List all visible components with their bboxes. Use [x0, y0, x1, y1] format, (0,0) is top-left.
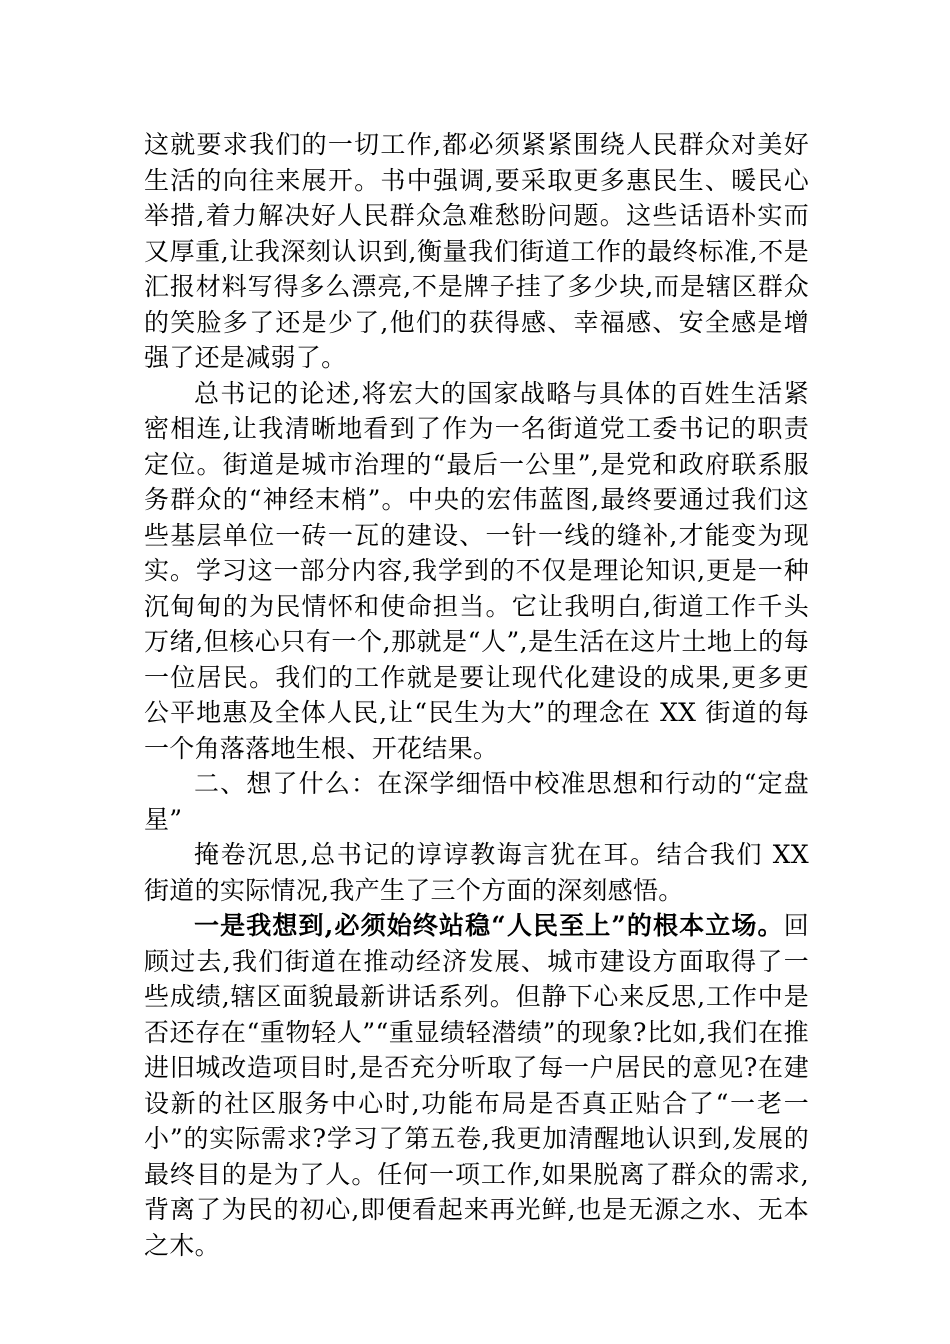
first-insight-lead: 一是我想到,必须始终站稳“人民至上”的根本立场。	[194, 911, 784, 940]
paragraph-continuation: 这就要求我们的一切工作,都必须紧紧围绕人民群众对美好生活的向往来展开。书中强调,要采取更多惠民生、暖民心举措,着力解决好人民群众急难愁盼问题。这些话语朴实而又厚重,让我深刻认识到,衡量我们街道工作的最终标准,不是汇报材料写得多么漂亮,不是牌子挂了多少块,而是辖区群众的笑脸多了还是少了,他们的获得感、幸福感、安全感是增强了还是减弱了。	[144, 130, 809, 372]
paragraph-reflection-intro: 掩卷沉思,总书记的谆谆教诲言犹在耳。结合我们 XX 街道的实际情况,我产生了三个方面的深刻感悟。	[144, 840, 809, 905]
paragraph-first-insight	[144, 908, 809, 1263]
document-body	[144, 127, 809, 1263]
section-heading: 二、想了什么：在深学细悟中校准思想和行动的“定盘星”	[144, 769, 809, 834]
paragraph-general-secretary-remarks: 总书记的论述,将宏大的国家战略与具体的百姓生活紧密相连,让我清晰地看到了作为一名街道党工委书记的职责定位。街道是城市治理的“最后一公里”,是党和政府联系服务群众的“神经末梢”。中央的宏伟蓝图,最终要通过我们这些基层单位一砖一瓦的建设、一针一线的缝补,才能变为现实。学习这一部分内容,我学到的不仅是理论知识,更是一种沉甸甸的为民情怀和使命担当。它让我明白,街道工作千头万绪,但核心只有一个,那就是“人”,是生活在这片土地上的每一位居民。我们的工作就是要让现代化建设的成果,更多更公平地惠及全体人民,让“民生为大”的理念在 XX 街道的每一个角落落地生根、开花结果。	[144, 378, 809, 763]
first-insight-body: 回顾过去,我们街道在推动经济发展、城市建设方面取得了一些成绩,辖区面貌最新讲话系列。但静下心来反思,工作中是否还存在“重物轻人”“重显绩轻潜绩”的现象?比如,我们在推进旧城改造项目时,是否充分听取了每一户居民的意见?在建设新的社区服务中心时,功能布局是否真正贴合了“一老一小”的实际需求?学习了第五卷,我更加清醒地认识到,发展的最终目的是为了人。任何一项工作,如果脱离了群众的需求,背离了为民的初心,即便看起来再光鲜,也是无源之水、无本之木。	[144, 911, 809, 1260]
